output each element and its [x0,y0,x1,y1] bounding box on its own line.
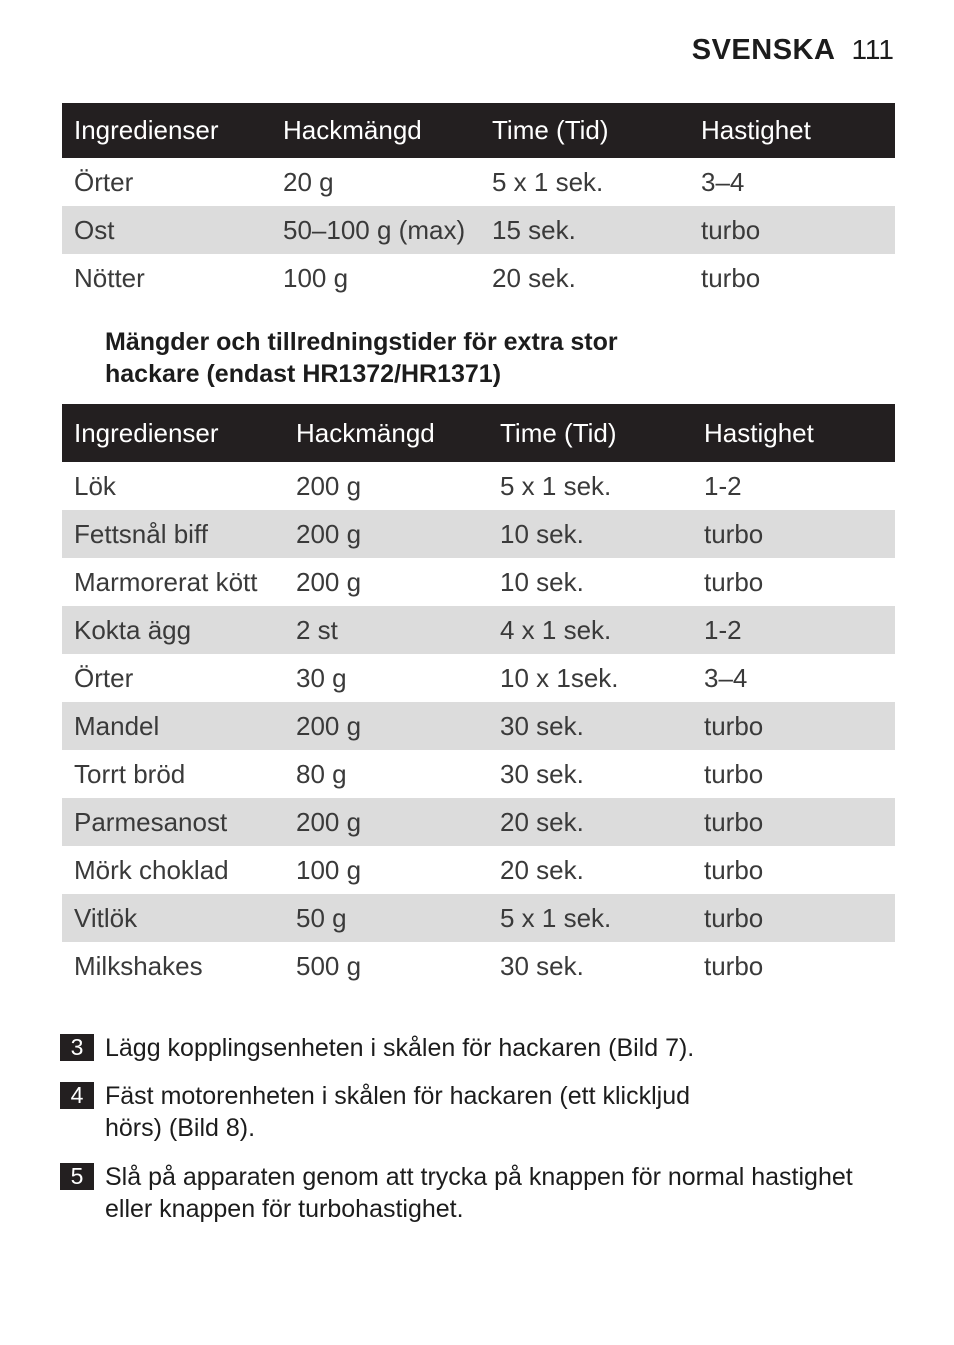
instruction-step-3 [60,1032,900,1064]
section-language-label: SVENSKA [691,34,836,66]
table-cell: Kokta ägg [62,606,284,654]
column-header-amount: Hackmängd [284,404,488,462]
table-cell: 1-2 [704,470,742,501]
table-cell: 20 sek. [488,798,692,846]
table-cell: 500 g [296,950,362,981]
table-cell: 200 g [284,702,488,750]
table-cell: 200 g [284,798,488,846]
table-cell: turbo [692,510,895,558]
step-text-line: Lägg kopplingsenheten i skålen för hackaren (Bild 7). [105,1034,695,1062]
table-cell: Torrt bröd [74,758,186,789]
table-cell: 200 g [296,566,362,597]
table-cell: 20 sek. [500,854,584,885]
step-text-line: Slå på apparaten genom att trycka på knappen för normal hastighet [105,1163,853,1191]
table-row [62,894,895,942]
table-cell: 30 g [296,662,347,693]
table-cell: 100 g [283,262,349,293]
table-row [62,558,895,606]
step-text-line: hörs) (Bild 8). [105,1114,256,1142]
column-header-amount: Hackmängd [271,103,480,158]
table-cell: Ost [62,206,271,254]
heading-line: Mängder och tillredningstider för extra stor [105,328,618,356]
table-cell: Milkshakes [74,950,203,981]
table-cell: turbo [701,262,761,293]
table-row [62,158,895,206]
table-cell: 10 sek. [500,566,584,597]
column-header-time: Time (Tid) [488,404,692,462]
table-cell: turbo [704,758,764,789]
table-cell: 10 x 1sek. [500,662,619,693]
table-row [62,750,895,798]
table-cell: 15 sek. [480,206,689,254]
table-cell: Vitlök [62,894,284,942]
table-cell: Parmesanost [62,798,284,846]
table-row [62,510,895,558]
table-cell: Örter [74,166,134,197]
chopping-table-standard [62,103,895,302]
table-cell: turbo [704,950,764,981]
table-cell: turbo [692,894,895,942]
instruction-step-5 [60,1161,900,1225]
step-text [105,1161,853,1225]
table-cell: 30 sek. [500,758,584,789]
table-cell: 3–4 [701,166,745,197]
instruction-step-4 [60,1080,900,1144]
table-cell: Nötter [74,262,145,293]
table-cell: turbo [704,566,764,597]
table-cell: 5 x 1 sek. [492,166,604,197]
table-cell: 50 g [284,894,488,942]
table-cell: turbo [692,798,895,846]
table-cell: 100 g [296,854,362,885]
table-cell: 3–4 [704,662,748,693]
table-row [62,254,895,302]
table-cell: 2 st [284,606,488,654]
table-cell: 200 g [296,470,362,501]
step-number-badge: 5 [60,1163,94,1190]
table-cell: 5 x 1 sek. [500,470,612,501]
step-number-badge: 4 [60,1082,94,1109]
chopping-table-xl [62,404,895,990]
table-cell: turbo [704,854,764,885]
table-cell: 4 x 1 sek. [488,606,692,654]
step-text [105,1032,694,1064]
table-cell: turbo [689,206,895,254]
column-header-ingredients: Ingredienser [62,404,284,462]
heading-line: hackare (endast HR1372/HR1371) [105,360,502,388]
table-row [62,606,895,654]
table-header-row [62,404,895,462]
table-row [62,462,895,510]
table-cell: 1-2 [692,606,895,654]
table-cell: Örter [74,662,134,693]
table-row [62,846,895,894]
table-cell: 80 g [296,758,347,789]
table-row [62,798,895,846]
column-header-speed: Hastighet [692,404,895,462]
column-header-speed: Hastighet [689,103,895,158]
table-cell: 10 sek. [488,510,692,558]
xl-chopper-heading [105,326,805,390]
table-row [62,654,895,702]
table-cell: Lök [74,470,116,501]
table-cell: 200 g [284,510,488,558]
table-cell: Fettsnål biff [62,510,284,558]
step-number-badge: 3 [60,1034,94,1061]
table-cell: Mandel [62,702,284,750]
table-cell: 5 x 1 sek. [488,894,692,942]
step-text-line: Fäst motorenheten i skålen för hackaren (ett klickljud [105,1082,690,1110]
table-cell: turbo [692,702,895,750]
table-cell: Mörk choklad [74,854,229,885]
table-cell: 20 sek. [492,262,576,293]
page-number: 111 [851,34,894,65]
table-header-row [62,103,895,158]
column-header-ingredients: Ingredienser [62,103,271,158]
table-cell: 30 sek. [500,950,584,981]
table-cell: 30 sek. [488,702,692,750]
step-text [105,1080,690,1144]
step-text-line: eller knappen för turbohastighet. [105,1195,464,1223]
table-cell: 20 g [283,166,334,197]
table-row [62,942,895,990]
page-header [692,34,894,67]
column-header-time: Time (Tid) [480,103,689,158]
table-cell: Marmorerat kött [74,566,258,597]
table-cell: 50–100 g (max) [271,206,480,254]
table-row [62,206,895,254]
table-row [62,702,895,750]
